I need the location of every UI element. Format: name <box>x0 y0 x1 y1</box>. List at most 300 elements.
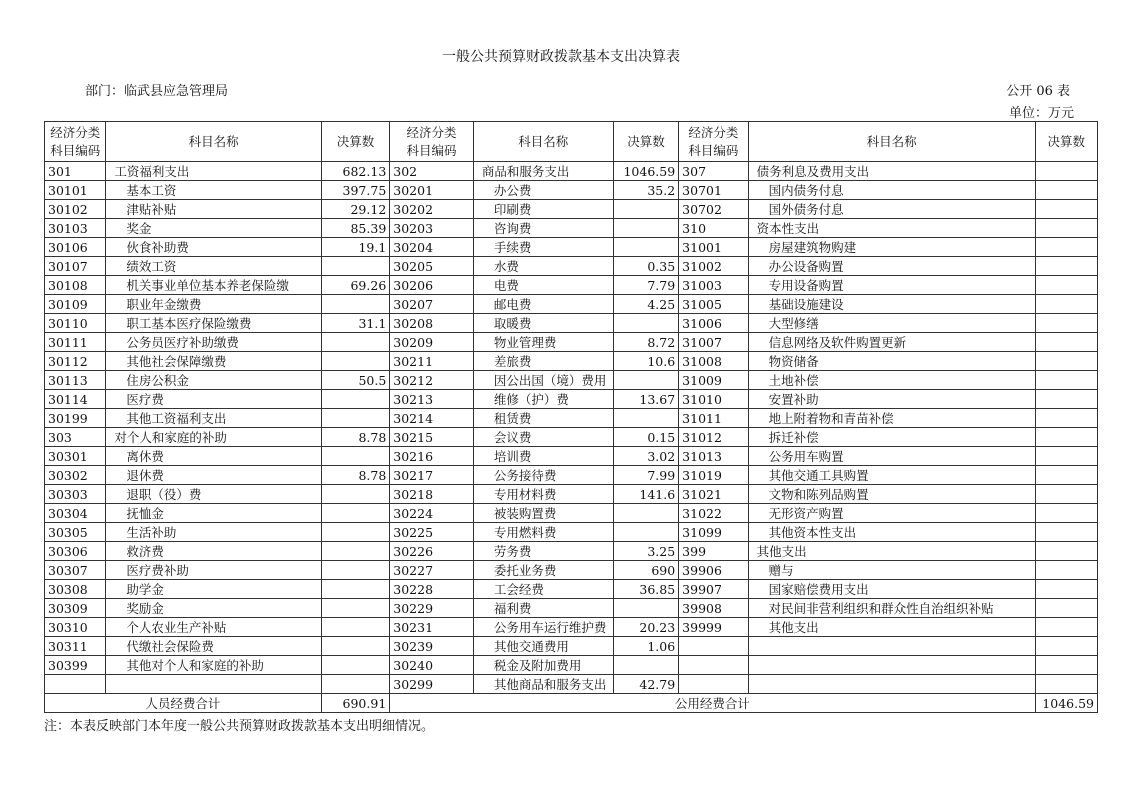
code-cell: 30307 <box>45 561 106 580</box>
amount-cell <box>321 523 389 542</box>
amount-cell <box>321 257 389 276</box>
code-cell: 30110 <box>45 314 106 333</box>
amount-cell <box>613 200 678 219</box>
amount-cell <box>613 599 678 618</box>
amount-cell: 4.25 <box>613 295 678 314</box>
item-name-cell: 取暖费 <box>473 314 613 333</box>
header-name-2: 科目名称 <box>473 122 613 162</box>
item-name-cell <box>748 637 1035 656</box>
code-cell: 31005 <box>679 295 748 314</box>
item-name-cell: 办公费 <box>473 181 613 200</box>
amount-cell: 3.02 <box>613 447 678 466</box>
code-cell: 39906 <box>679 561 748 580</box>
amount-cell: 19.1 <box>321 238 389 257</box>
amount-cell <box>321 656 389 675</box>
table-row <box>45 276 1098 295</box>
code-cell: 30227 <box>390 561 474 580</box>
header-amount-2: 决算数 <box>613 122 678 162</box>
item-name-cell: 代缴社会保险费 <box>106 637 321 656</box>
amount-cell: 36.85 <box>613 580 678 599</box>
item-name-cell: 其他支出 <box>748 618 1035 637</box>
table-row <box>45 618 1098 637</box>
item-name-cell: 差旅费 <box>473 352 613 371</box>
header-amount-3: 决算数 <box>1035 122 1097 162</box>
item-name-cell: 职工基本医疗保险缴费 <box>106 314 321 333</box>
amount-cell <box>1035 333 1097 352</box>
code-cell: 31002 <box>679 257 748 276</box>
item-name-cell: 专用材料费 <box>473 485 613 504</box>
code-cell: 39999 <box>679 618 748 637</box>
amount-cell <box>321 542 389 561</box>
amount-cell <box>1035 352 1097 371</box>
item-name-cell: 租赁费 <box>473 409 613 428</box>
amount-cell <box>1035 523 1097 542</box>
amount-cell <box>1035 371 1097 390</box>
amount-cell: 1046.59 <box>613 162 678 181</box>
item-name-cell: 税金及附加费用 <box>473 656 613 675</box>
amount-cell <box>1035 181 1097 200</box>
code-cell <box>679 675 748 694</box>
amount-cell <box>1035 504 1097 523</box>
amount-cell <box>613 238 678 257</box>
amount-cell: 31.1 <box>321 314 389 333</box>
amount-cell <box>613 409 678 428</box>
item-name-cell: 资本性支出 <box>748 219 1035 238</box>
code-cell: 39907 <box>679 580 748 599</box>
item-name-cell: 工会经费 <box>473 580 613 599</box>
code-cell: 30211 <box>390 352 474 371</box>
code-cell: 30102 <box>45 200 106 219</box>
amount-cell <box>1035 561 1097 580</box>
item-name-cell: 助学金 <box>106 580 321 599</box>
item-name-cell: 赠与 <box>748 561 1035 580</box>
item-name-cell: 国家赔偿费用支出 <box>748 580 1035 599</box>
code-cell: 30701 <box>679 181 748 200</box>
amount-cell: 7.99 <box>613 466 678 485</box>
department-label: 部门：临武县应急管理局 <box>85 84 229 99</box>
item-name-cell: 机关事业单位基本养老保险缴 <box>106 276 321 295</box>
code-cell: 310 <box>679 219 748 238</box>
code-cell: 30311 <box>45 637 106 656</box>
amount-cell <box>321 447 389 466</box>
code-cell: 30108 <box>45 276 106 295</box>
table-row <box>45 333 1098 352</box>
item-name-cell: 专用设备购置 <box>748 276 1035 295</box>
item-name-cell <box>748 675 1035 694</box>
amount-cell <box>1035 162 1097 181</box>
code-cell: 30114 <box>45 390 106 409</box>
amount-cell <box>321 561 389 580</box>
item-name-cell: 信息网络及软件购置更新 <box>748 333 1035 352</box>
item-name-cell: 被装购置费 <box>473 504 613 523</box>
code-cell: 30225 <box>390 523 474 542</box>
code-cell: 30205 <box>390 257 474 276</box>
code-cell: 30208 <box>390 314 474 333</box>
code-cell: 31010 <box>679 390 748 409</box>
amount-cell: 397.75 <box>321 181 389 200</box>
code-cell: 30207 <box>390 295 474 314</box>
amount-cell <box>321 599 389 618</box>
amount-cell <box>321 637 389 656</box>
item-name-cell: 医疗费补助 <box>106 561 321 580</box>
amount-cell <box>1035 675 1097 694</box>
table-row <box>45 219 1098 238</box>
amount-cell <box>1035 580 1097 599</box>
amount-cell <box>1035 466 1097 485</box>
table-row <box>45 200 1098 219</box>
item-name-cell: 维修（护）费 <box>473 390 613 409</box>
item-name-cell: 基本工资 <box>106 181 321 200</box>
amount-cell <box>1035 200 1097 219</box>
table-row <box>45 428 1098 447</box>
code-cell: 307 <box>679 162 748 181</box>
code-cell: 399 <box>679 542 748 561</box>
item-name-cell: 无形资产购置 <box>748 504 1035 523</box>
amount-cell: 141.6 <box>613 485 678 504</box>
code-cell: 30113 <box>45 371 106 390</box>
item-name-cell: 其他社会保障缴费 <box>106 352 321 371</box>
amount-cell <box>321 675 389 694</box>
item-name-cell: 安置补助 <box>748 390 1035 409</box>
item-name-cell: 绩效工资 <box>106 257 321 276</box>
code-cell: 30218 <box>390 485 474 504</box>
item-name-cell: 拆迁补偿 <box>748 428 1035 447</box>
amount-cell: 85.39 <box>321 219 389 238</box>
code-cell: 30215 <box>390 428 474 447</box>
amount-cell <box>613 314 678 333</box>
code-cell: 30204 <box>390 238 474 257</box>
table-row <box>45 257 1098 276</box>
totals-row <box>45 694 1098 713</box>
table-row <box>45 599 1098 618</box>
code-cell: 30228 <box>390 580 474 599</box>
table-row <box>45 675 1098 694</box>
item-name-cell: 印刷费 <box>473 200 613 219</box>
item-name-cell: 基础设施建设 <box>748 295 1035 314</box>
code-cell: 30239 <box>390 637 474 656</box>
header-code-1: 经济分类 科目编码 <box>45 122 106 162</box>
table-row <box>45 295 1098 314</box>
footnote: 注：本表反映部门本年度一般公共预算财政拨款基本支出明细情况。 <box>44 719 435 734</box>
amount-cell: 8.78 <box>321 428 389 447</box>
amount-cell: 682.13 <box>321 162 389 181</box>
code-cell: 31008 <box>679 352 748 371</box>
table-row <box>45 656 1098 675</box>
code-cell: 30201 <box>390 181 474 200</box>
amount-cell <box>321 352 389 371</box>
code-cell: 31009 <box>679 371 748 390</box>
item-name-cell: 会议费 <box>473 428 613 447</box>
code-cell: 30303 <box>45 485 106 504</box>
personnel-total-value: 690.91 <box>321 694 389 713</box>
table-row <box>45 352 1098 371</box>
item-name-cell <box>106 675 321 694</box>
amount-cell: 20.23 <box>613 618 678 637</box>
amount-cell <box>1035 314 1097 333</box>
amount-cell <box>321 390 389 409</box>
item-name-cell: 其他对个人和家庭的补助 <box>106 656 321 675</box>
amount-cell: 69.26 <box>321 276 389 295</box>
item-name-cell: 因公出国（境）费用 <box>473 371 613 390</box>
code-cell: 30217 <box>390 466 474 485</box>
item-name-cell: 公务员医疗补助缴费 <box>106 333 321 352</box>
amount-cell <box>1035 618 1097 637</box>
amount-cell <box>613 523 678 542</box>
table-row <box>45 314 1098 333</box>
code-cell: 31011 <box>679 409 748 428</box>
amount-cell: 0.35 <box>613 257 678 276</box>
code-cell: 30306 <box>45 542 106 561</box>
item-name-cell: 房屋建筑物购建 <box>748 238 1035 257</box>
table-row <box>45 542 1098 561</box>
amount-cell <box>321 618 389 637</box>
amount-cell: 7.79 <box>613 276 678 295</box>
code-cell: 30214 <box>390 409 474 428</box>
code-cell: 31006 <box>679 314 748 333</box>
code-cell: 30231 <box>390 618 474 637</box>
table-row <box>45 561 1098 580</box>
code-cell: 30206 <box>390 276 474 295</box>
item-name-cell: 其他交通工具购置 <box>748 466 1035 485</box>
code-cell: 30224 <box>390 504 474 523</box>
amount-cell <box>1035 656 1097 675</box>
code-cell: 30216 <box>390 447 474 466</box>
code-cell: 30101 <box>45 181 106 200</box>
code-cell: 30103 <box>45 219 106 238</box>
code-cell: 31001 <box>679 238 748 257</box>
table-row <box>45 409 1098 428</box>
item-name-cell: 退休费 <box>106 466 321 485</box>
amount-cell: 29.12 <box>321 200 389 219</box>
table-row <box>45 238 1098 257</box>
item-name-cell: 职业年金缴费 <box>106 295 321 314</box>
code-cell: 39908 <box>679 599 748 618</box>
item-name-cell: 对民间非营利组织和群众性自治组织补贴 <box>748 599 1035 618</box>
amount-cell <box>1035 257 1097 276</box>
table-row <box>45 580 1098 599</box>
item-name-cell: 生活补助 <box>106 523 321 542</box>
amount-cell: 8.72 <box>613 333 678 352</box>
item-name-cell: 国外债务付息 <box>748 200 1035 219</box>
table-row <box>45 523 1098 542</box>
item-name-cell: 咨询费 <box>473 219 613 238</box>
table-row <box>45 390 1098 409</box>
header-code-2: 经济分类 科目编码 <box>390 122 474 162</box>
amount-cell <box>321 333 389 352</box>
amount-cell <box>1035 295 1097 314</box>
code-cell: 30209 <box>390 333 474 352</box>
amount-cell: 690 <box>613 561 678 580</box>
item-name-cell: 办公设备购置 <box>748 257 1035 276</box>
code-cell: 31013 <box>679 447 748 466</box>
form-number: 公开 06 表 <box>1006 84 1070 99</box>
amount-cell: 10.6 <box>613 352 678 371</box>
amount-cell: 3.25 <box>613 542 678 561</box>
table-row <box>45 485 1098 504</box>
code-cell: 30310 <box>45 618 106 637</box>
code-cell: 30229 <box>390 599 474 618</box>
code-cell: 30240 <box>390 656 474 675</box>
code-cell: 31021 <box>679 485 748 504</box>
code-cell: 303 <box>45 428 106 447</box>
amount-cell <box>321 485 389 504</box>
item-name-cell: 福利费 <box>473 599 613 618</box>
amount-cell <box>321 295 389 314</box>
amount-cell <box>613 656 678 675</box>
amount-cell <box>1035 409 1097 428</box>
table-row <box>45 447 1098 466</box>
item-name-cell: 其他资本性支出 <box>748 523 1035 542</box>
code-cell: 30109 <box>45 295 106 314</box>
item-name-cell: 大型修缮 <box>748 314 1035 333</box>
item-name-cell: 水费 <box>473 257 613 276</box>
table-row <box>45 466 1098 485</box>
personnel-total-label: 人员经费合计 <box>45 694 322 713</box>
header-name-3: 科目名称 <box>748 122 1035 162</box>
item-name-cell: 对个人和家庭的补助 <box>106 428 321 447</box>
amount-cell: 0.15 <box>613 428 678 447</box>
amount-cell <box>1035 447 1097 466</box>
item-name-cell: 工资福利支出 <box>106 162 321 181</box>
code-cell: 30199 <box>45 409 106 428</box>
item-name-cell: 劳务费 <box>473 542 613 561</box>
amount-cell <box>1035 238 1097 257</box>
item-name-cell: 住房公积金 <box>106 371 321 390</box>
public-total-value: 1046.59 <box>1035 694 1097 713</box>
code-cell: 30702 <box>679 200 748 219</box>
item-name-cell: 津贴补贴 <box>106 200 321 219</box>
code-cell <box>679 637 748 656</box>
item-name-cell: 物业管理费 <box>473 333 613 352</box>
item-name-cell: 专用燃料费 <box>473 523 613 542</box>
amount-cell <box>1035 428 1097 447</box>
code-cell: 30106 <box>45 238 106 257</box>
item-name-cell: 奖励金 <box>106 599 321 618</box>
amount-cell <box>613 371 678 390</box>
item-name-cell: 手续费 <box>473 238 613 257</box>
table-row <box>45 371 1098 390</box>
code-cell <box>679 656 748 675</box>
code-cell: 31099 <box>679 523 748 542</box>
table-body <box>45 162 1098 694</box>
code-cell: 302 <box>390 162 474 181</box>
table-header-row <box>45 122 1098 162</box>
code-cell: 30107 <box>45 257 106 276</box>
item-name-cell: 公务用车购置 <box>748 447 1035 466</box>
item-name-cell: 电费 <box>473 276 613 295</box>
item-name-cell: 公务接待费 <box>473 466 613 485</box>
code-cell: 30212 <box>390 371 474 390</box>
code-cell: 30304 <box>45 504 106 523</box>
item-name-cell: 伙食补助费 <box>106 238 321 257</box>
code-cell: 31007 <box>679 333 748 352</box>
table-row <box>45 181 1098 200</box>
amount-cell <box>321 409 389 428</box>
code-cell: 31003 <box>679 276 748 295</box>
public-total-label: 公用经费合计 <box>390 694 1035 713</box>
item-name-cell: 公务用车运行维护费 <box>473 618 613 637</box>
amount-cell: 8.78 <box>321 466 389 485</box>
unit-label: 单位：万元 <box>1008 106 1074 121</box>
table-row <box>45 162 1098 181</box>
item-name-cell: 文物和陈列品购置 <box>748 485 1035 504</box>
item-name-cell: 培训费 <box>473 447 613 466</box>
amount-cell <box>1035 485 1097 504</box>
table-row <box>45 504 1098 523</box>
amount-cell <box>1035 276 1097 295</box>
code-cell: 31022 <box>679 504 748 523</box>
amount-cell: 42.79 <box>613 675 678 694</box>
item-name-cell: 其他商品和服务支出 <box>473 675 613 694</box>
item-name-cell: 个人农业生产补贴 <box>106 618 321 637</box>
code-cell: 31012 <box>679 428 748 447</box>
code-cell: 30301 <box>45 447 106 466</box>
amount-cell: 35.2 <box>613 181 678 200</box>
amount-cell <box>321 504 389 523</box>
code-cell: 30226 <box>390 542 474 561</box>
header-amount-1: 决算数 <box>321 122 389 162</box>
amount-cell <box>613 504 678 523</box>
amount-cell <box>1035 542 1097 561</box>
amount-cell <box>1035 637 1097 656</box>
code-cell: 30111 <box>45 333 106 352</box>
item-name-cell: 委托业务费 <box>473 561 613 580</box>
item-name-cell: 医疗费 <box>106 390 321 409</box>
amount-cell <box>1035 390 1097 409</box>
code-cell: 30203 <box>390 219 474 238</box>
code-cell: 30112 <box>45 352 106 371</box>
code-cell: 30305 <box>45 523 106 542</box>
code-cell: 30213 <box>390 390 474 409</box>
item-name-cell: 救济费 <box>106 542 321 561</box>
item-name-cell: 其他交通费用 <box>473 637 613 656</box>
item-name-cell: 其他工资福利支出 <box>106 409 321 428</box>
code-cell <box>45 675 106 694</box>
code-cell: 30302 <box>45 466 106 485</box>
amount-cell: 13.67 <box>613 390 678 409</box>
item-name-cell: 物资储备 <box>748 352 1035 371</box>
amount-cell: 1.06 <box>613 637 678 656</box>
item-name-cell: 退职（役）费 <box>106 485 321 504</box>
code-cell: 30309 <box>45 599 106 618</box>
code-cell: 30399 <box>45 656 106 675</box>
table-row <box>45 637 1098 656</box>
item-name-cell: 土地补偿 <box>748 371 1035 390</box>
item-name-cell: 地上附着物和青苗补偿 <box>748 409 1035 428</box>
code-cell: 31019 <box>679 466 748 485</box>
item-name-cell: 离休费 <box>106 447 321 466</box>
code-cell: 30202 <box>390 200 474 219</box>
header-name-1: 科目名称 <box>106 122 321 162</box>
amount-cell: 50.5 <box>321 371 389 390</box>
amount-cell <box>1035 219 1097 238</box>
item-name-cell <box>748 656 1035 675</box>
code-cell: 30308 <box>45 580 106 599</box>
amount-cell <box>613 219 678 238</box>
header-code-3: 经济分类 科目编码 <box>679 122 748 162</box>
amount-cell <box>1035 599 1097 618</box>
item-name-cell: 国内债务付息 <box>748 181 1035 200</box>
page-title: 一般公共预算财政拨款基本支出决算表 <box>442 49 680 65</box>
item-name-cell: 抚恤金 <box>106 504 321 523</box>
code-cell: 301 <box>45 162 106 181</box>
amount-cell <box>321 580 389 599</box>
expenditure-table <box>44 121 1098 713</box>
item-name-cell: 其他支出 <box>748 542 1035 561</box>
item-name-cell: 奖金 <box>106 219 321 238</box>
item-name-cell: 邮电费 <box>473 295 613 314</box>
item-name-cell: 商品和服务支出 <box>473 162 613 181</box>
